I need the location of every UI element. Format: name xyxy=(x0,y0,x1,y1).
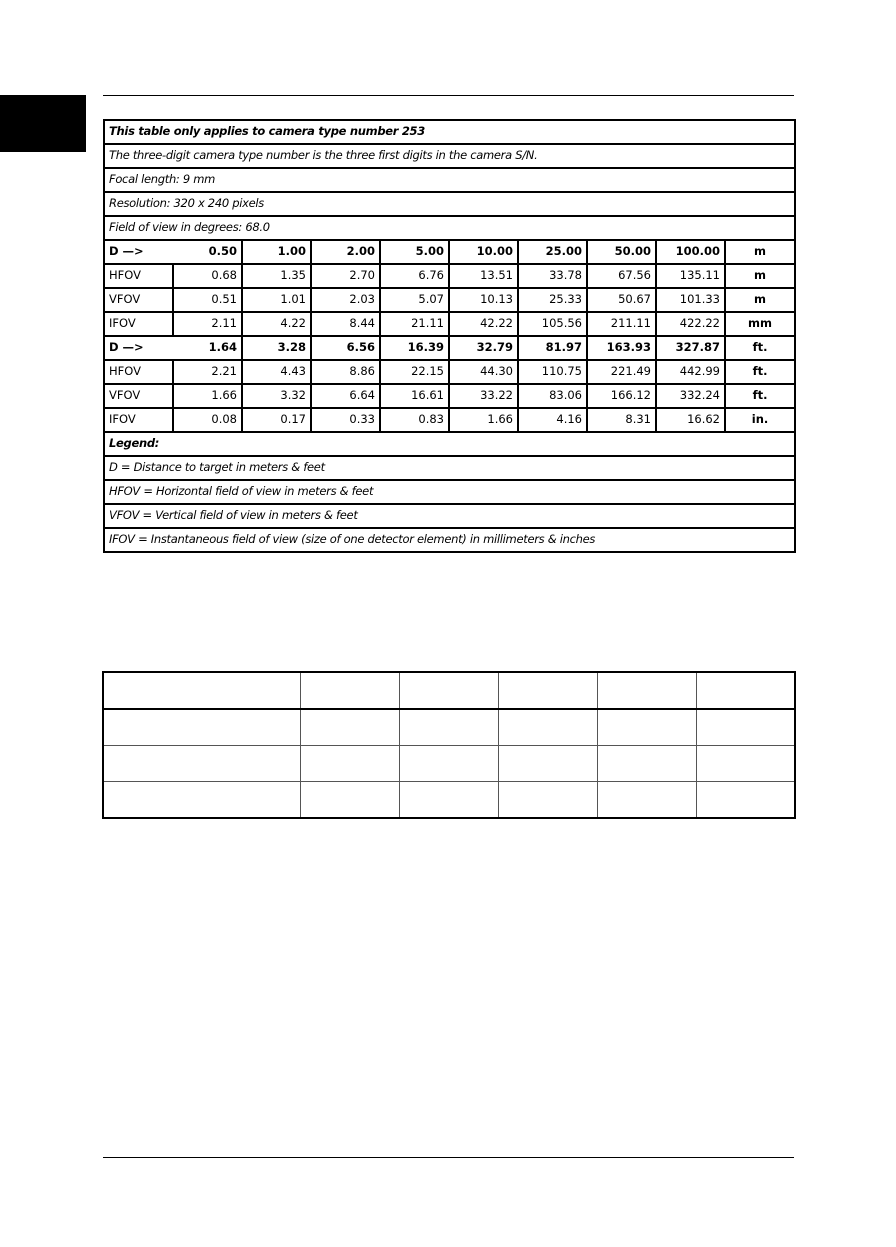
legend-hfov: HFOV = Horizontal field of view in meters & feet xyxy=(104,480,795,504)
value-cell: 50.00 xyxy=(587,240,656,264)
blank-cell xyxy=(498,709,597,746)
value-cell: 0.17 xyxy=(242,408,311,432)
blank-cell xyxy=(696,672,795,709)
blank-cell xyxy=(399,746,498,782)
unit-cell: m xyxy=(725,264,795,288)
blank-cell xyxy=(399,709,498,746)
value-cell: 2.00 xyxy=(311,240,380,264)
legend-row xyxy=(104,504,795,528)
table-title: This table only applies to camera type number 253 xyxy=(104,120,795,144)
row-label: VFOV xyxy=(104,288,173,312)
blank-cell xyxy=(399,672,498,709)
value-cell: 16.62 xyxy=(656,408,725,432)
empty-form-table xyxy=(102,671,796,819)
value-cell: 100.00 xyxy=(656,240,725,264)
blank-cell xyxy=(696,709,795,746)
blank-cell xyxy=(399,782,498,819)
unit-cell: in. xyxy=(725,408,795,432)
blank-cell xyxy=(300,709,399,746)
table-title-row xyxy=(104,120,795,144)
value-cell: 81.97 xyxy=(518,336,587,360)
value-cell: 1.01 xyxy=(242,288,311,312)
fov-row xyxy=(104,288,795,312)
fov-row xyxy=(104,312,795,336)
field-of-view-note: Field of view in degrees: 68.0 xyxy=(104,216,795,240)
legend-distance: D = Distance to target in meters & feet xyxy=(104,456,795,480)
row-label: VFOV xyxy=(104,384,173,408)
focal-length-note: Focal length: 9 mm xyxy=(104,168,795,192)
value-cell: 101.33 xyxy=(656,288,725,312)
chapter-tab-marker xyxy=(0,95,86,152)
unit-cell: m xyxy=(725,240,795,264)
header-rule xyxy=(103,95,794,96)
row-label: IFOV xyxy=(104,312,173,336)
value-cell: 332.24 xyxy=(656,384,725,408)
value-cell: 166.12 xyxy=(587,384,656,408)
value-cell: 16.39 xyxy=(380,336,449,360)
value-cell: 16.61 xyxy=(380,384,449,408)
blank-row xyxy=(103,709,795,746)
fov-row xyxy=(104,408,795,432)
value-cell: 13.51 xyxy=(449,264,518,288)
value-cell: 8.44 xyxy=(311,312,380,336)
value-cell: 4.43 xyxy=(242,360,311,384)
row-label: D —> xyxy=(104,336,173,360)
fov-row xyxy=(104,360,795,384)
value-cell: 0.83 xyxy=(380,408,449,432)
blank-cell xyxy=(300,782,399,819)
value-cell: 0.33 xyxy=(311,408,380,432)
value-cell: 10.13 xyxy=(449,288,518,312)
camera-spec-table xyxy=(103,119,796,553)
value-cell: 327.87 xyxy=(656,336,725,360)
value-cell: 1.00 xyxy=(242,240,311,264)
value-cell: 1.35 xyxy=(242,264,311,288)
footer-rule xyxy=(103,1157,794,1158)
unit-cell: ft. xyxy=(725,336,795,360)
value-cell: 1.66 xyxy=(173,384,242,408)
fov-row xyxy=(104,384,795,408)
blank-row xyxy=(103,782,795,819)
unit-cell: ft. xyxy=(725,360,795,384)
note-row xyxy=(104,144,795,168)
value-cell: 22.15 xyxy=(380,360,449,384)
value-cell: 3.28 xyxy=(242,336,311,360)
blank-cell xyxy=(103,672,300,709)
value-cell: 105.56 xyxy=(518,312,587,336)
blank-cell xyxy=(597,672,696,709)
value-cell: 4.16 xyxy=(518,408,587,432)
blank-cell xyxy=(300,672,399,709)
value-cell: 32.79 xyxy=(449,336,518,360)
blank-cell xyxy=(498,746,597,782)
legend-title: Legend: xyxy=(104,432,795,456)
value-cell: 442.99 xyxy=(656,360,725,384)
value-cell: 50.67 xyxy=(587,288,656,312)
legend-row xyxy=(104,456,795,480)
value-cell: 1.64 xyxy=(173,336,242,360)
camera-type-note: The three-digit camera type number is the three first digits in the camera S/N. xyxy=(104,144,795,168)
resolution-note: Resolution: 320 x 240 pixels xyxy=(104,192,795,216)
value-cell: 2.03 xyxy=(311,288,380,312)
blank-header-row xyxy=(103,672,795,709)
value-cell: 221.49 xyxy=(587,360,656,384)
value-cell: 5.07 xyxy=(380,288,449,312)
blank-cell xyxy=(498,672,597,709)
value-cell: 3.32 xyxy=(242,384,311,408)
value-cell: 21.11 xyxy=(380,312,449,336)
legend-row xyxy=(104,528,795,552)
note-row xyxy=(104,216,795,240)
blank-cell xyxy=(597,782,696,819)
value-cell: 44.30 xyxy=(449,360,518,384)
row-label: HFOV xyxy=(104,264,173,288)
unit-cell: mm xyxy=(725,312,795,336)
blank-cell xyxy=(103,782,300,819)
value-cell: 4.22 xyxy=(242,312,311,336)
unit-cell: ft. xyxy=(725,384,795,408)
fov-row xyxy=(104,264,795,288)
value-cell: 0.50 xyxy=(173,240,242,264)
value-cell: 6.76 xyxy=(380,264,449,288)
distance-row xyxy=(104,336,795,360)
value-cell: 0.51 xyxy=(173,288,242,312)
value-cell: 5.00 xyxy=(380,240,449,264)
blank-cell xyxy=(696,782,795,819)
value-cell: 6.64 xyxy=(311,384,380,408)
distance-row xyxy=(104,240,795,264)
value-cell: 33.78 xyxy=(518,264,587,288)
value-cell: 2.70 xyxy=(311,264,380,288)
blank-cell xyxy=(498,782,597,819)
row-label: IFOV xyxy=(104,408,173,432)
value-cell: 163.93 xyxy=(587,336,656,360)
blank-cell xyxy=(300,746,399,782)
blank-cell xyxy=(597,709,696,746)
blank-row xyxy=(103,746,795,782)
value-cell: 1.66 xyxy=(449,408,518,432)
legend-vfov: VFOV = Vertical field of view in meters & feet xyxy=(104,504,795,528)
value-cell: 135.11 xyxy=(656,264,725,288)
unit-cell: m xyxy=(725,288,795,312)
value-cell: 10.00 xyxy=(449,240,518,264)
value-cell: 25.33 xyxy=(518,288,587,312)
row-label: D —> xyxy=(104,240,173,264)
row-label: HFOV xyxy=(104,360,173,384)
value-cell: 25.00 xyxy=(518,240,587,264)
value-cell: 0.68 xyxy=(173,264,242,288)
value-cell: 8.86 xyxy=(311,360,380,384)
legend-title-row xyxy=(104,432,795,456)
value-cell: 422.22 xyxy=(656,312,725,336)
note-row xyxy=(104,168,795,192)
value-cell: 33.22 xyxy=(449,384,518,408)
blank-cell xyxy=(103,746,300,782)
value-cell: 110.75 xyxy=(518,360,587,384)
value-cell: 6.56 xyxy=(311,336,380,360)
legend-ifov: IFOV = Instantaneous field of view (size of one detector element) in millimeters & inches xyxy=(104,528,795,552)
value-cell: 211.11 xyxy=(587,312,656,336)
value-cell: 67.56 xyxy=(587,264,656,288)
value-cell: 2.21 xyxy=(173,360,242,384)
value-cell: 2.11 xyxy=(173,312,242,336)
blank-cell xyxy=(103,709,300,746)
note-row xyxy=(104,192,795,216)
legend-row xyxy=(104,480,795,504)
blank-cell xyxy=(597,746,696,782)
blank-cell xyxy=(696,746,795,782)
value-cell: 8.31 xyxy=(587,408,656,432)
value-cell: 42.22 xyxy=(449,312,518,336)
value-cell: 0.08 xyxy=(173,408,242,432)
value-cell: 83.06 xyxy=(518,384,587,408)
